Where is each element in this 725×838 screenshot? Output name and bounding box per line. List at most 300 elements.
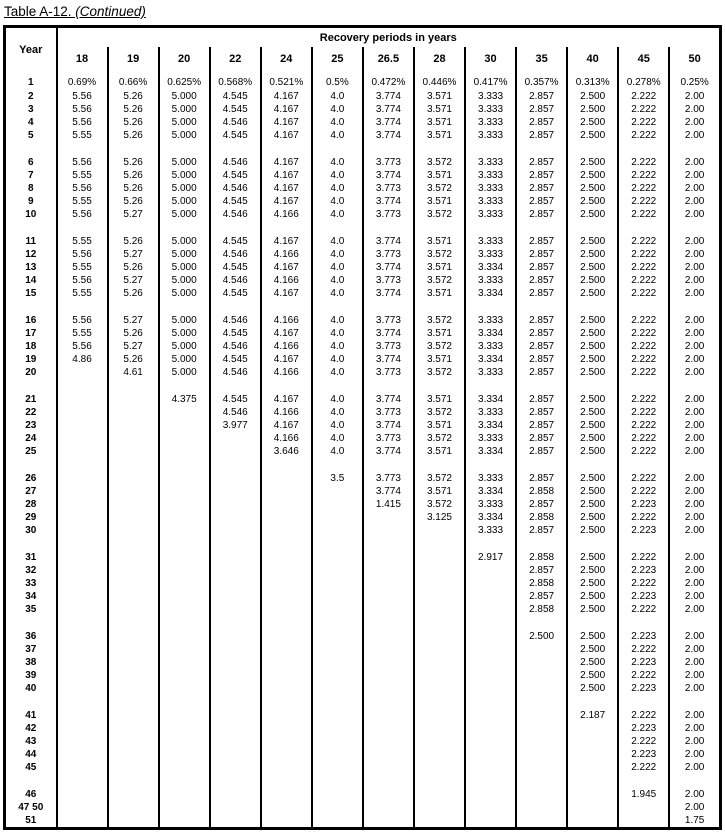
value-cell (159, 722, 210, 735)
value-cell: 5.000 (159, 248, 210, 261)
value-cell (414, 524, 465, 537)
value-cell: 4.166 (261, 432, 312, 445)
year-cell: 23 (5, 419, 57, 432)
value-cell (312, 603, 363, 616)
value-cell (516, 722, 567, 735)
value-cell (312, 669, 363, 682)
value-cell: 2.500 (567, 472, 618, 485)
value-cell: 3.333 (465, 314, 516, 327)
value-cell: 5.000 (159, 169, 210, 182)
value-cell: 4.546 (210, 116, 261, 129)
table-row-year-1 (5, 71, 721, 90)
value-cell (363, 524, 414, 537)
value-cell: 2.857 (516, 564, 567, 577)
table-caption (4, 4, 722, 20)
value-cell (465, 656, 516, 669)
year-cell: 5 (5, 129, 57, 142)
value-cell: 2.00 (669, 116, 720, 129)
gap-cell (57, 537, 108, 551)
gap-cell (312, 537, 363, 551)
value-cell: 2.500 (567, 287, 618, 300)
value-cell: 5.26 (108, 261, 159, 274)
value-cell (414, 656, 465, 669)
value-cell: 0.357% (516, 71, 567, 90)
value-cell: 3.571 (414, 129, 465, 142)
value-cell (159, 682, 210, 695)
value-cell: 2.857 (516, 445, 567, 458)
value-cell: 2.00 (669, 248, 720, 261)
value-cell: 3.333 (465, 103, 516, 116)
value-cell (159, 498, 210, 511)
value-cell (159, 406, 210, 419)
value-cell: 2.223 (618, 656, 669, 669)
value-cell: 5.000 (159, 314, 210, 327)
year-cell: 22 (5, 406, 57, 419)
value-cell (57, 709, 108, 722)
table-row-year-46 (5, 788, 721, 801)
value-cell (57, 445, 108, 458)
value-cell: 4.167 (261, 261, 312, 274)
gap-cell (669, 221, 720, 235)
value-cell (567, 801, 618, 814)
table-row-year-16 (5, 314, 721, 327)
value-cell: 2.222 (618, 669, 669, 682)
value-cell: 3.333 (465, 195, 516, 208)
value-cell (261, 788, 312, 801)
gap-cell (618, 537, 669, 551)
value-cell: 3.572 (414, 208, 465, 221)
value-cell: 2.222 (618, 406, 669, 419)
value-cell: 1.75 (669, 814, 720, 829)
value-cell: 2.222 (618, 248, 669, 261)
value-cell (57, 393, 108, 406)
year-cell: 14 (5, 274, 57, 287)
value-cell (210, 590, 261, 603)
period-header-22: 22 (210, 47, 261, 71)
value-cell (210, 551, 261, 564)
value-cell: 4.167 (261, 235, 312, 248)
value-cell (312, 801, 363, 814)
value-cell: 3.773 (363, 248, 414, 261)
value-cell (465, 709, 516, 722)
gap-cell (414, 774, 465, 788)
value-cell: 3.774 (363, 485, 414, 498)
value-cell: 3.571 (414, 353, 465, 366)
value-cell (261, 761, 312, 774)
value-cell: 2.858 (516, 485, 567, 498)
year-column-header: Year (5, 27, 57, 72)
table-row-year-47-50 (5, 801, 721, 814)
value-cell (261, 748, 312, 761)
value-cell (516, 735, 567, 748)
value-cell: 3.571 (414, 445, 465, 458)
value-cell: 4.546 (210, 340, 261, 353)
value-cell: 2.00 (669, 445, 720, 458)
value-cell: 5.56 (57, 340, 108, 353)
value-cell: 2.00 (669, 564, 720, 577)
gap-cell (669, 142, 720, 156)
gap-cell (567, 379, 618, 393)
value-cell (312, 498, 363, 511)
value-cell (108, 485, 159, 498)
period-header-30: 30 (465, 47, 516, 71)
value-cell: 2.222 (618, 485, 669, 498)
period-header-35: 35 (516, 47, 567, 71)
table-row-year-26 (5, 472, 721, 485)
value-cell: 2.500 (567, 682, 618, 695)
gap-cell (5, 300, 57, 314)
value-cell: 5.000 (159, 366, 210, 379)
value-cell (516, 656, 567, 669)
value-cell: 4.546 (210, 208, 261, 221)
value-cell: 2.857 (516, 235, 567, 248)
gap-cell (261, 221, 312, 235)
table-row-year-5 (5, 129, 721, 142)
gap-cell (465, 774, 516, 788)
value-cell: 3.5 (312, 472, 363, 485)
value-cell: 4.0 (312, 274, 363, 287)
value-cell: 5.56 (57, 103, 108, 116)
gap-cell (159, 695, 210, 709)
value-cell: 4.167 (261, 287, 312, 300)
table-row-year-13 (5, 261, 721, 274)
table-body (5, 71, 721, 829)
value-cell: 0.472% (363, 71, 414, 90)
value-cell: 2.858 (516, 603, 567, 616)
value-cell (312, 735, 363, 748)
value-cell (312, 524, 363, 537)
value-cell: 4.167 (261, 129, 312, 142)
value-cell: 3.773 (363, 274, 414, 287)
value-cell (261, 472, 312, 485)
table-row-year-17 (5, 327, 721, 340)
gap-cell (414, 300, 465, 314)
value-cell: 2.500 (567, 156, 618, 169)
value-cell: 4.546 (210, 274, 261, 287)
table-row-year-51 (5, 814, 721, 829)
value-cell (363, 590, 414, 603)
value-cell: 4.0 (312, 182, 363, 195)
value-cell: 4.545 (210, 327, 261, 340)
table-row-year-6 (5, 156, 721, 169)
value-cell: 5.000 (159, 103, 210, 116)
gap-cell (465, 379, 516, 393)
table-row-year-34 (5, 590, 721, 603)
year-cell: 6 (5, 156, 57, 169)
value-cell: 2.00 (669, 590, 720, 603)
value-cell: 4.166 (261, 340, 312, 353)
value-cell: 4.166 (261, 406, 312, 419)
gap-cell (210, 379, 261, 393)
span-header-row (5, 27, 721, 48)
value-cell (465, 669, 516, 682)
value-cell: 4.0 (312, 261, 363, 274)
value-cell: 5.27 (108, 248, 159, 261)
value-cell (108, 643, 159, 656)
value-cell: 4.546 (210, 156, 261, 169)
table-row-year-19 (5, 353, 721, 366)
value-cell: 0.417% (465, 71, 516, 90)
gap-cell (312, 142, 363, 156)
value-cell: 4.167 (261, 156, 312, 169)
table-row-year-45 (5, 761, 721, 774)
value-cell: 3.333 (465, 208, 516, 221)
year-cell: 38 (5, 656, 57, 669)
value-cell: 5.26 (108, 182, 159, 195)
value-cell: 2.222 (618, 445, 669, 458)
period-header-19: 19 (108, 47, 159, 71)
value-cell: 2.00 (669, 103, 720, 116)
value-cell: 2.858 (516, 511, 567, 524)
value-cell (57, 511, 108, 524)
gap-cell (261, 458, 312, 472)
table-row-year-30 (5, 524, 721, 537)
value-cell: 2.857 (516, 366, 567, 379)
value-cell (414, 735, 465, 748)
value-cell (57, 656, 108, 669)
value-cell: 4.545 (210, 261, 261, 274)
value-cell: 3.774 (363, 169, 414, 182)
value-cell: 2.00 (669, 761, 720, 774)
value-cell: 2.00 (669, 577, 720, 590)
table-row-year-25 (5, 445, 721, 458)
value-cell: 2.222 (618, 261, 669, 274)
value-cell: 2.500 (567, 169, 618, 182)
gap-cell (414, 537, 465, 551)
value-cell: 2.500 (567, 182, 618, 195)
value-cell (465, 814, 516, 829)
value-cell: 2.00 (669, 274, 720, 287)
value-cell (363, 511, 414, 524)
value-cell (414, 603, 465, 616)
gap-cell (5, 221, 57, 235)
group-gap-row (5, 616, 721, 630)
value-cell: 4.0 (312, 432, 363, 445)
value-cell: 2.222 (618, 643, 669, 656)
gap-cell (669, 616, 720, 630)
group-gap-row (5, 458, 721, 472)
value-cell (312, 722, 363, 735)
value-cell (108, 564, 159, 577)
value-cell (108, 761, 159, 774)
value-cell (57, 814, 108, 829)
value-cell: 3.333 (465, 524, 516, 537)
value-cell: 2.00 (669, 788, 720, 801)
value-cell: 4.546 (210, 314, 261, 327)
value-cell: 5.56 (57, 208, 108, 221)
gap-cell (516, 300, 567, 314)
value-cell: 3.334 (465, 353, 516, 366)
value-cell (312, 590, 363, 603)
value-cell: 5.000 (159, 274, 210, 287)
gap-cell (567, 616, 618, 630)
value-cell: 3.334 (465, 419, 516, 432)
value-cell: 3.333 (465, 366, 516, 379)
gap-cell (159, 300, 210, 314)
value-cell: 2.500 (567, 445, 618, 458)
value-cell (57, 643, 108, 656)
gap-cell (210, 537, 261, 551)
value-cell (210, 498, 261, 511)
gap-cell (159, 774, 210, 788)
gap-cell (312, 458, 363, 472)
gap-cell (465, 458, 516, 472)
value-cell (57, 722, 108, 735)
value-cell (159, 485, 210, 498)
value-cell: 2.857 (516, 274, 567, 287)
value-cell (261, 722, 312, 735)
value-cell: 3.774 (363, 393, 414, 406)
value-cell: 4.545 (210, 287, 261, 300)
value-cell (516, 669, 567, 682)
value-cell: 2.222 (618, 103, 669, 116)
value-cell: 3.333 (465, 156, 516, 169)
gap-cell (414, 458, 465, 472)
year-cell: 46 (5, 788, 57, 801)
value-cell (159, 551, 210, 564)
value-cell: 2.500 (567, 90, 618, 103)
value-cell: 3.572 (414, 340, 465, 353)
gap-cell (261, 616, 312, 630)
value-cell: 2.222 (618, 156, 669, 169)
value-cell: 4.0 (312, 445, 363, 458)
gap-cell (363, 537, 414, 551)
gap-cell (618, 616, 669, 630)
group-gap-row (5, 142, 721, 156)
value-cell: 2.222 (618, 235, 669, 248)
value-cell (57, 603, 108, 616)
value-cell (210, 761, 261, 774)
value-cell: 2.500 (567, 314, 618, 327)
gap-cell (312, 300, 363, 314)
value-cell (516, 709, 567, 722)
value-cell (312, 788, 363, 801)
gap-cell (465, 142, 516, 156)
value-cell (312, 485, 363, 498)
value-cell: 3.774 (363, 445, 414, 458)
table-row-year-40 (5, 682, 721, 695)
year-cell: 32 (5, 564, 57, 577)
year-cell: 40 (5, 682, 57, 695)
value-cell: 2.187 (567, 709, 618, 722)
value-cell (363, 814, 414, 829)
recovery-periods-header: Recovery periods in years (57, 27, 721, 48)
value-cell (312, 643, 363, 656)
year-cell: 9 (5, 195, 57, 208)
value-cell (57, 801, 108, 814)
value-cell (465, 564, 516, 577)
value-cell (210, 564, 261, 577)
value-cell (108, 419, 159, 432)
value-cell: 2.222 (618, 393, 669, 406)
value-cell: 2.500 (567, 577, 618, 590)
gap-cell (567, 142, 618, 156)
value-cell (465, 735, 516, 748)
year-cell: 10 (5, 208, 57, 221)
gap-cell (669, 695, 720, 709)
table-row-year-21 (5, 393, 721, 406)
gap-cell (210, 695, 261, 709)
gap-cell (261, 695, 312, 709)
value-cell (108, 577, 159, 590)
value-cell: 4.166 (261, 366, 312, 379)
value-cell: 2.00 (669, 722, 720, 735)
value-cell: 3.571 (414, 235, 465, 248)
table-row-year-31 (5, 551, 721, 564)
value-cell: 2.500 (567, 524, 618, 537)
gap-cell (414, 221, 465, 235)
value-cell (57, 735, 108, 748)
value-cell: 4.167 (261, 393, 312, 406)
value-cell: 4.545 (210, 90, 261, 103)
value-cell: 3.774 (363, 195, 414, 208)
year-cell: 19 (5, 353, 57, 366)
value-cell (312, 814, 363, 829)
value-cell (108, 603, 159, 616)
value-cell: 2.857 (516, 524, 567, 537)
value-cell (159, 748, 210, 761)
gap-cell (261, 300, 312, 314)
year-cell: 17 (5, 327, 57, 340)
gap-cell (159, 379, 210, 393)
value-cell: 3.774 (363, 261, 414, 274)
period-header-row (5, 47, 721, 71)
gap-cell (618, 458, 669, 472)
value-cell (210, 524, 261, 537)
value-cell: 5.000 (159, 235, 210, 248)
gap-cell (108, 221, 159, 235)
value-cell: 4.166 (261, 274, 312, 287)
gap-cell (210, 616, 261, 630)
value-cell: 2.00 (669, 748, 720, 761)
value-cell: 2.500 (567, 208, 618, 221)
year-cell: 25 (5, 445, 57, 458)
value-cell (108, 445, 159, 458)
gap-cell (414, 142, 465, 156)
year-cell: 34 (5, 590, 57, 603)
value-cell: 0.446% (414, 71, 465, 90)
year-cell: 42 (5, 722, 57, 735)
value-cell: 2.00 (669, 735, 720, 748)
value-cell (261, 524, 312, 537)
value-cell (57, 406, 108, 419)
value-cell (414, 643, 465, 656)
value-cell: 2.500 (567, 366, 618, 379)
value-cell (210, 445, 261, 458)
value-cell: 4.0 (312, 406, 363, 419)
value-cell: 2.500 (567, 235, 618, 248)
year-cell: 7 (5, 169, 57, 182)
value-cell: 2.222 (618, 129, 669, 142)
value-cell: 4.166 (261, 208, 312, 221)
value-cell (414, 682, 465, 695)
value-cell: 5.55 (57, 287, 108, 300)
value-cell (414, 722, 465, 735)
value-cell (465, 577, 516, 590)
value-cell (159, 788, 210, 801)
value-cell: 2.222 (618, 90, 669, 103)
value-cell (465, 590, 516, 603)
group-gap-row (5, 379, 721, 393)
value-cell (465, 761, 516, 774)
gap-cell (312, 774, 363, 788)
value-cell (108, 814, 159, 829)
value-cell (57, 630, 108, 643)
value-cell (567, 788, 618, 801)
table-row-year-28 (5, 498, 721, 511)
value-cell: 2.222 (618, 208, 669, 221)
value-cell: 2.00 (669, 129, 720, 142)
